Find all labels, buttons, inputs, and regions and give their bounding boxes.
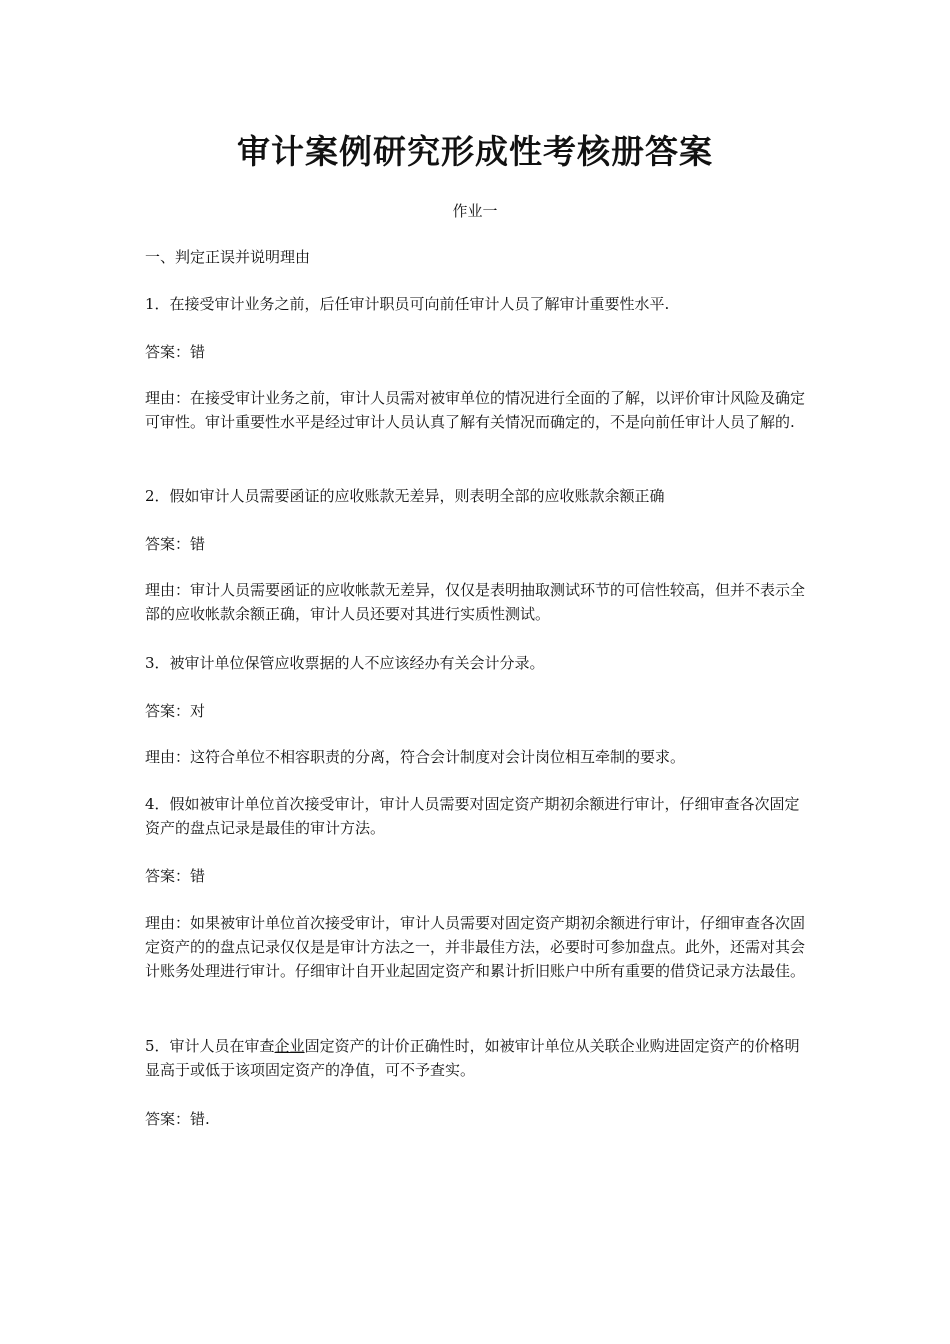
enterprise-link[interactable]: 企业 bbox=[274, 1037, 305, 1055]
document-title: 审计案例研究形成性考核册答案 bbox=[237, 132, 713, 171]
question-5-prefix: 5．审计人员在审查 bbox=[145, 1037, 275, 1055]
assignment-subtitle: 作业一 bbox=[452, 202, 498, 220]
answer-3: 答案：对 bbox=[145, 702, 206, 720]
question-3: 3．被审计单位保管应收票据的人不应该经办有关会计分录。 bbox=[145, 654, 545, 672]
answer-1: 答案：错 bbox=[145, 343, 206, 361]
answer-5: 答案：错. bbox=[145, 1110, 210, 1128]
question-5 bbox=[145, 1034, 810, 1082]
answer-4: 答案：错 bbox=[145, 867, 206, 885]
question-1: 1．在接受审计业务之前，后任审计职员可向前任审计人员了解审计重要性水平. bbox=[145, 295, 670, 313]
answer-2: 答案：错 bbox=[145, 535, 206, 553]
section-heading: 一、判定正误并说明理由 bbox=[145, 248, 311, 266]
question-5-suffix: 固定资产的计价正确性时，如被审计单位从关联企业购进固定资产的价格明显高于或低于该项固定资产的净值，可不予查实。 bbox=[145, 1037, 800, 1079]
question-2: 2．假如审计人员需要函证的应收账款无差异，则表明全部的应收账款余额正确 bbox=[145, 487, 665, 505]
question-4: 4．假如被审计单位首次接受审计，审计人员需要对固定资产期初余额进行审计，仔细审查各次固定资产的盘点记录是最佳的审计方法。 bbox=[145, 795, 800, 837]
reason-2: 理由：审计人员需要函证的应收帐款无差异，仅仅是表明抽取测试环节的可信性较高，但并不表示全部的应收帐款余额正确，审计人员还要对其进行实质性测试。 bbox=[145, 581, 806, 623]
reason-3: 理由：这符合单位不相容职责的分离，符合会计制度对会计岗位相互牵制的要求。 bbox=[145, 748, 686, 766]
reason-1: 理由：在接受审计业务之前，审计人员需对被审单位的情况进行全面的了解，以评价审计风险及确定可审性。审计重要性水平是经过审计人员认真了解有关情况而确定的，不是向前任审计人员了解的. bbox=[145, 389, 806, 431]
reason-4: 理由：如果被审计单位首次接受审计，审计人员需要对固定资产期初余额进行审计，仔细审查各次固定资产的的盘点记录仅仅是是审计方法之一，并非最佳方法，必要时可参加盘点。此外，还需对其会计账务处理进行审计。仔细审计自开业起固定资产和累计折旧账户中所有重要的借贷记录方法最佳。 bbox=[145, 914, 806, 980]
